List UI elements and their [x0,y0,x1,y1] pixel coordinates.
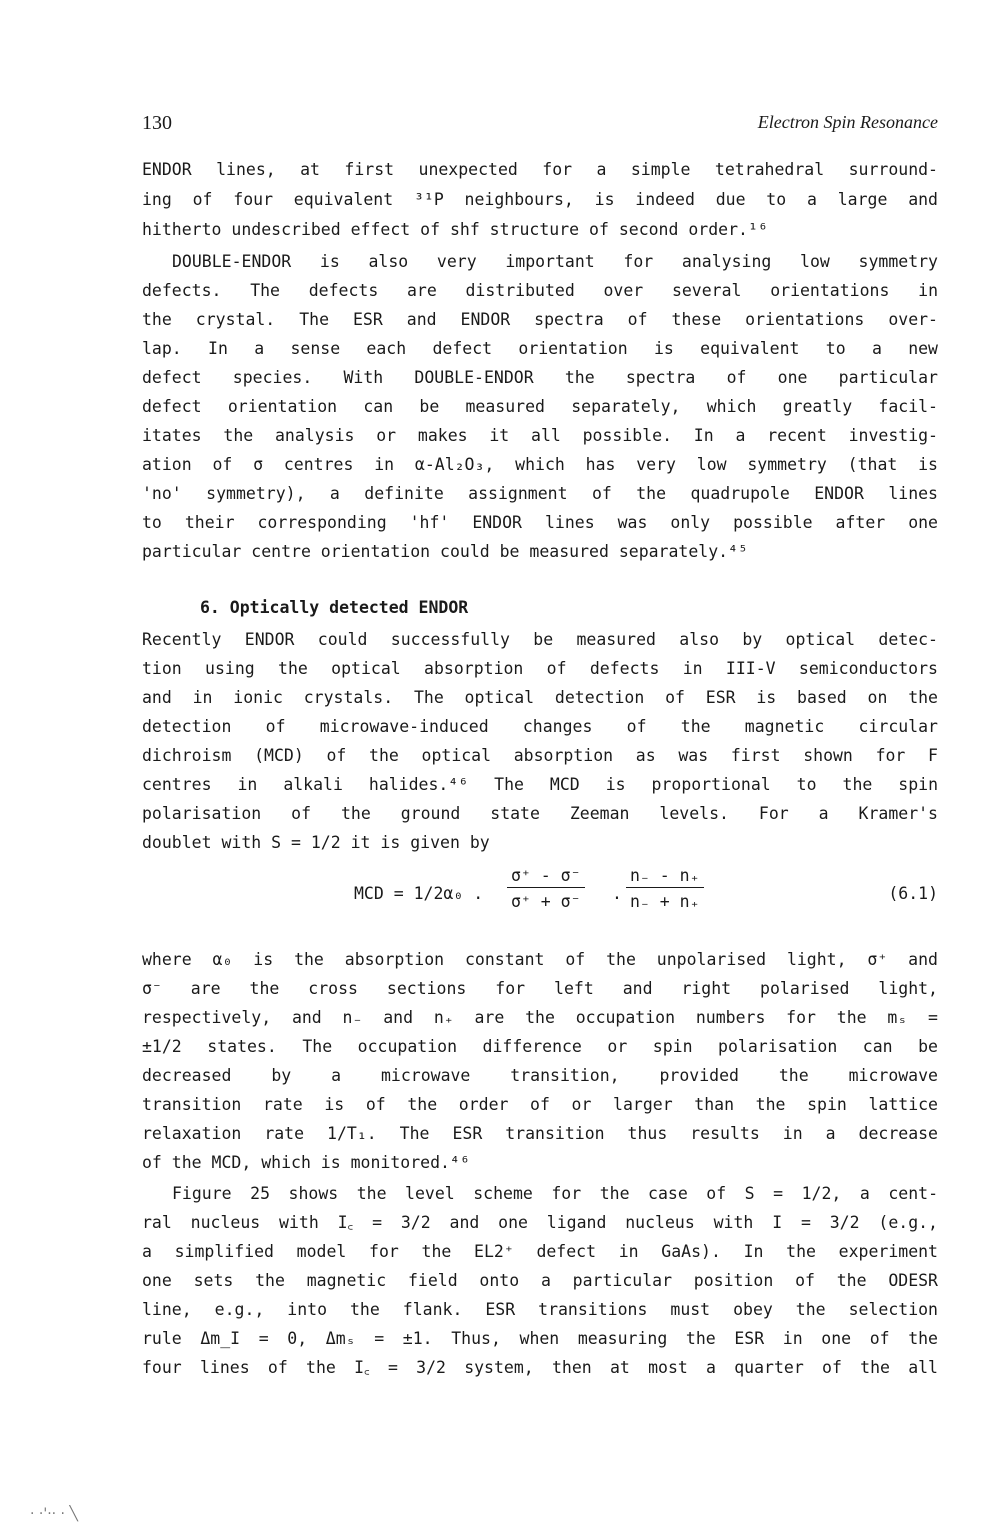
text-line: one sets the magnetic field onto a particular position of the ODESR [142,1271,938,1290]
text-line: doublet with S = 1/2 it is given by [142,833,490,852]
text-line: ENDOR lines, at first unexpected for a simple tetrahedral surround- [142,160,938,179]
page-number: 130 [142,112,172,134]
text-line: defects. The defects are distributed over several orientations in [142,281,938,300]
fraction-denominator: σ⁺ + σ⁻ [511,892,581,911]
text-line: σ⁻ are the cross sections for left and right polarised light, [142,979,938,998]
text-line: four lines of the I꜀ = 3/2 system, then at most a quarter of the all [142,1358,938,1377]
equation-lhs: MCD = 1/2α₀ . [354,884,484,903]
text-line: centres in alkali halides.⁴⁶ The MCD is proportional to the spin [142,775,938,794]
fraction-numerator: n₋ - n₊ [626,866,704,888]
fraction-cross-sections [507,866,585,911]
text-line: defect species. With DOUBLE-ENDOR the spectra of one particular [142,368,938,387]
text-line: particular centre orientation could be measured separately.⁴⁵ [142,542,748,561]
equation-6-1 [142,862,938,942]
text-line: defect orientation can be measured separately, which greatly facil- [142,397,938,416]
text-line: the crystal. The ESR and ENDOR spectra of these orientations over- [142,310,938,329]
fraction-numerator: σ⁺ - σ⁻ [507,866,585,888]
text-line: relaxation rate 1/T₁. The ESR transition thus results in a decrease [142,1124,938,1143]
text-line: rule Δm_I = 0, Δmₛ = ±1. Thus, when measuring the ESR in one of the [142,1329,938,1348]
scan-artifact: · ·'·· · ╲ [30,1506,78,1522]
text-line: DOUBLE-ENDOR is also very important for analysing low symmetry [172,252,938,271]
text-line: where α₀ is the absorption constant of the unpolarised light, σ⁺ and [142,950,938,969]
text-line: tion using the optical absorption of defects in III-V semiconductors [142,659,938,678]
section-heading: 6. Optically detected ENDOR [200,598,469,617]
text-line: transition rate is of the order of or larger than the spin lattice [142,1095,938,1114]
text-line: of the MCD, which is monitored.⁴⁶ [142,1153,470,1172]
fraction-denominator: n₋ + n₊ [630,892,700,911]
text-line: respectively, and n₋ and n₊ are the occupation numbers for the mₛ = [142,1008,938,1027]
text-line: to their corresponding 'hf' ENDOR lines was only possible after one [142,513,938,532]
text-line: ing of four equivalent ³¹P neighbours, is indeed due to a large and [142,190,938,209]
text-line: ation of σ centres in α-Al₂O₃, which has very low symmetry (that is [142,455,938,474]
text-line: Recently ENDOR could successfully be measured also by optical detec- [142,630,938,649]
text-line: hitherto undescribed effect of shf structure of second order.¹⁶ [142,220,768,239]
text-line: a simplified model for the EL2⁺ defect in GaAs). In the experiment [142,1242,938,1261]
text-line: polarisation of the ground state Zeeman levels. For a Kramer's [142,804,938,823]
page-header [142,112,938,136]
equation-number: (6.1) [888,884,938,903]
text-line: line, e.g., into the flank. ESR transitions must obey the selection [142,1300,938,1319]
running-head: Electron Spin Resonance [757,112,938,132]
text-line: ±1/2 states. The occupation difference or spin polarisation can be [142,1037,938,1056]
text-line: itates the analysis or makes it all possible. In a recent investig- [142,426,938,445]
text-line: and in ionic crystals. The optical detection of ESR is based on the [142,688,938,707]
text-line: Figure 25 shows the level scheme for the case of S = 1/2, a cent- [172,1184,938,1203]
text-line: dichroism (MCD) of the optical absorption as was first shown for F [142,746,938,765]
fraction-occupation [626,866,704,911]
text-line: decreased by a microwave transition, provided the microwave [142,1066,938,1085]
text-line: 'no' symmetry), a definite assignment of the quadrupole ENDOR lines [142,484,938,503]
text-line: detection of microwave-induced changes of the magnetic circular [142,717,938,736]
text-line: ral nucleus with I꜀ = 3/2 and one ligand nucleus with I = 3/2 (e.g., [142,1213,938,1232]
multiply-dot: . [612,884,622,903]
text-line: lap. In a sense each defect orientation is equivalent to a new [142,339,938,358]
